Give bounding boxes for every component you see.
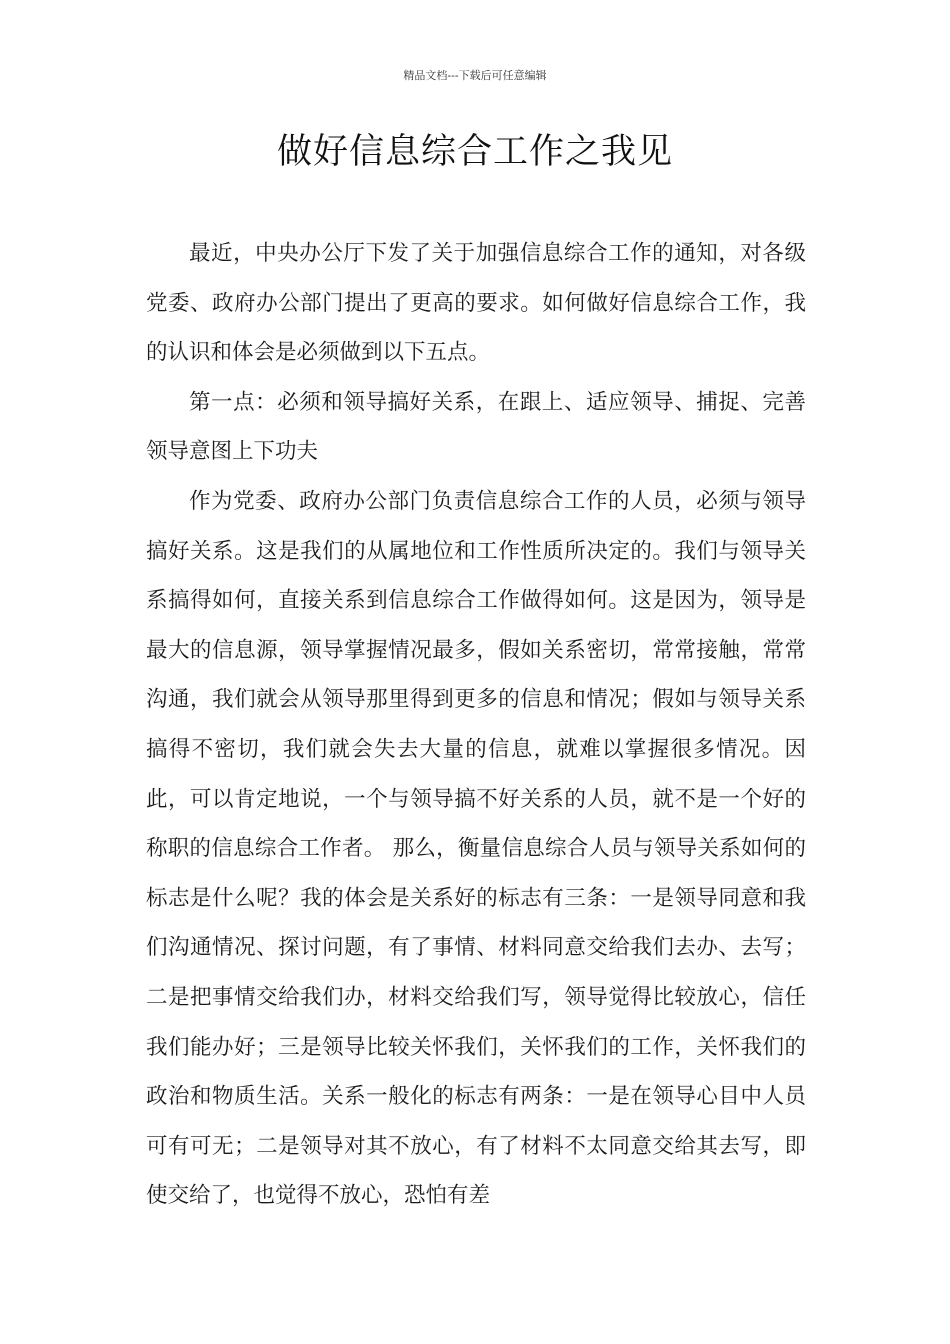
document-title: 做好信息综合工作之我见 bbox=[276, 132, 673, 172]
page-header: 精品文档---下载后可任意编辑 bbox=[403, 69, 547, 82]
document-body bbox=[146, 229, 806, 1221]
paragraph-point-one-body: 作为党委、政府办公部门负责信息综合工作的人员，必须与领导搞好关系。这是我们的从属地位和工作性质所决定的。我们与领导关系搞得如何，直接关系到信息综合工作做得如何。这是因为，领导是最大的信息源，领导掌握情况最多，假如关系密切，常常接触，常常沟通，我们就会从领导那里得到更多的信息和情况；假如与领导关系搞得不密切，我们就会失去大量的信息，就难以掌握很多情况。因此，可以肯定地说，一个与领导搞不好关系的人员，就不是一个好的称职的信息综合工作者。 那么，衡量信息综合人员与领导关系如何的标志是什么呢？我的体会是关系好的标志有三条：一是领导同意和我们沟通情况、探讨问题，有了事情、材料同意交给我们去办、去写；二是把事情交给我们办，材料交给我们写，领导觉得比较放心，信任我们能办好；三是领导比较关怀我们，关怀我们的工作，关怀我们的政治和物质生活。关系一般化的标志有两条：一是在领导心目中人员可有可无；二是领导对其不放心，有了材料不太同意交给其去写，即使交给了，也觉得不放心，恐怕有差 bbox=[146, 488, 806, 1209]
paragraph-point-one-heading: 第一点：必须和领导搞好关系，在跟上、适应领导、捕捉、完善领导意图上下功夫 bbox=[146, 389, 806, 465]
paragraph-intro: 最近，中央办公厅下发了关于加强信息综合工作的通知，对各级党委、政府办公部门提出了更高的要求。如何做好信息综合工作，我的认识和体会是必须做到以下五点。 bbox=[146, 241, 806, 366]
